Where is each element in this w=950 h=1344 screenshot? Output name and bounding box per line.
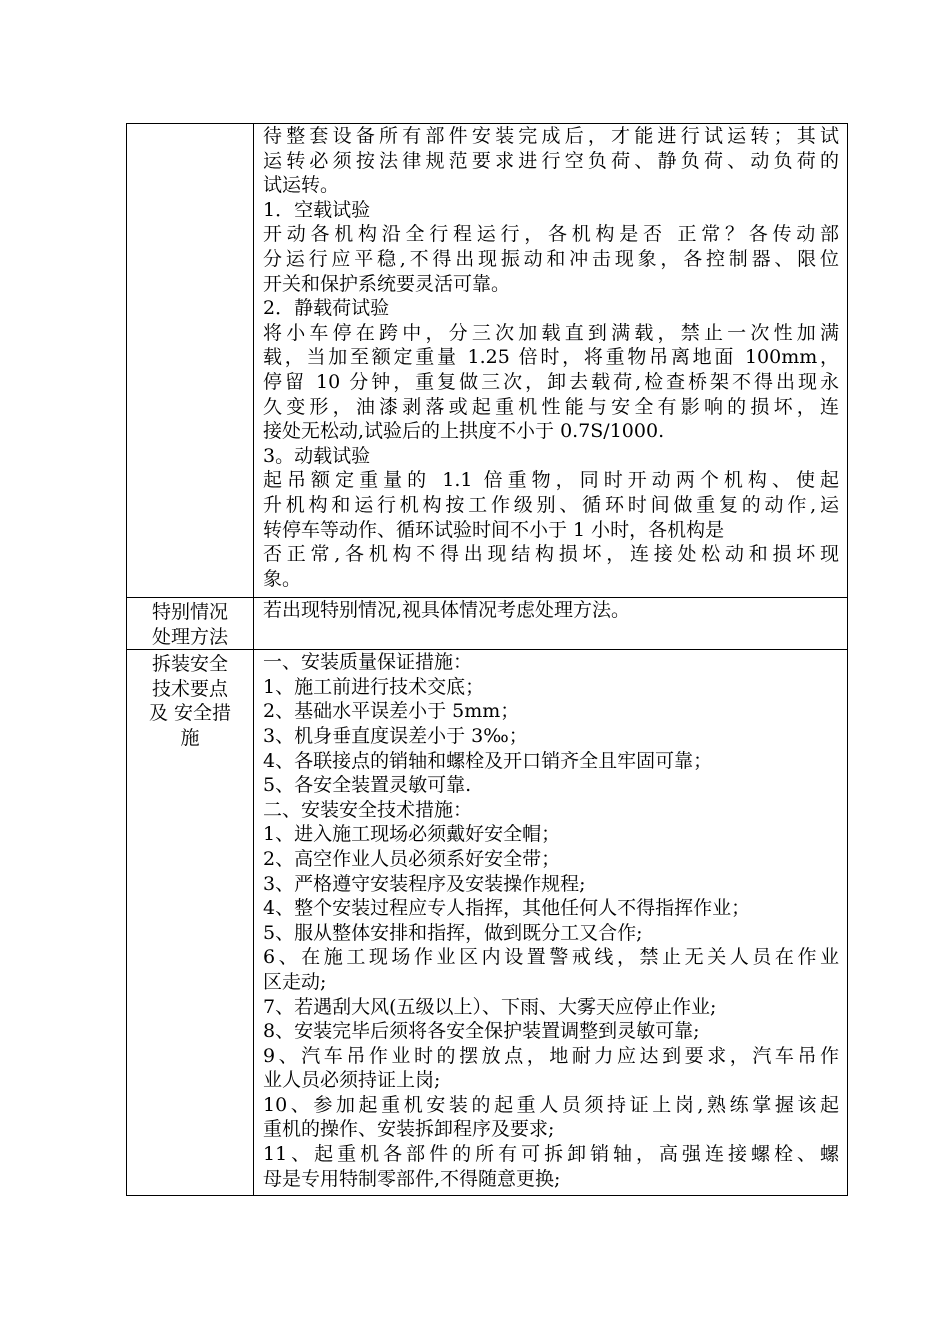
text-line: 重机的操作、安装拆卸程序及要求; (263, 1118, 555, 1141)
text-line: 6、在施工现场作业区内设置警戒线，禁止无关人员在作业 (263, 946, 839, 969)
label-line: 特别情况 (151, 601, 228, 623)
text-line: 象。 (263, 567, 302, 590)
label-line: 施 (180, 726, 200, 749)
text-line: 将小车停在跨中，分三次加载直到满载，禁止一次性加满 (263, 321, 839, 344)
text-line: 4、整个安装过程应专人指挥，其他任何人不得指挥作业； (263, 897, 751, 920)
text-line: 起吊额定重量的 1.1 倍重物，同时开动两个机构、使起 (263, 469, 839, 492)
label-line: 及 安全措 (148, 702, 232, 725)
text-line: 9、汽车吊作业时的摆放点，地耐力应达到要求，汽车吊作 (263, 1044, 839, 1067)
text-line: 母是专用特制零部件,不得随意更换; (263, 1167, 561, 1190)
heading-line: 一、安装质量保证措施： (263, 651, 473, 674)
text-line: 4、各联接点的销轴和螺栓及开口销齐全且牢固可靠； (263, 749, 713, 772)
heading-line: 1．空载试验 (263, 198, 371, 221)
text-line: 否正常,各机构不得出现结构损坏，连接处松动和损坏现 (263, 543, 839, 566)
text-line: 接处无松动,试验后的上拱度不小于 0.7S/1000. (263, 420, 665, 443)
text-line: 10、参加起重机安装的起重人员须持证上岗,熟练掌握该起 (263, 1093, 839, 1116)
text-line: 业人员必须持证上岗; (263, 1069, 441, 1092)
text-line: 5、服从整体安排和指挥，做到既分工又合作; (263, 921, 643, 944)
table-row (127, 650, 848, 1196)
text-line: 1、施工前进行技术交底； (263, 675, 485, 698)
text-line: 开动各机构沿全行程运行，各机构是否 正常？各传动部 (263, 223, 839, 246)
text-line: 载，当加至额定重量 1.25 倍时，将重物吊离地面 100mm， (263, 346, 839, 369)
text-line: 分运行应平稳,不得出现振动和冲击现象，各控制器、限位 (263, 247, 839, 270)
label-line: 拆装安全 (151, 653, 228, 676)
special-case-content (254, 598, 848, 650)
text-line: 2、高空作业人员必须系好安全带； (263, 847, 561, 870)
safety-measures-content (254, 650, 848, 1196)
row-label-empty (127, 124, 254, 598)
heading-line: 二、安装安全技术措施： (263, 798, 473, 821)
test-run-content (254, 124, 848, 598)
text-line: 11、起重机各部件的所有可拆卸销轴，高强连接螺栓、螺 (263, 1143, 839, 1166)
text-line: 开关和保护系统要灵活可靠。 (263, 272, 511, 295)
label-line: 技术要点 (151, 677, 228, 700)
label-line: 处理方法 (151, 625, 228, 648)
text-line: 待整套设备所有部件安装完成后，才能进行试运转；其试 (263, 125, 839, 147)
safety-measures-label (127, 650, 254, 1196)
text-line: 运转必须按法律规范要求进行空负荷、静负荷、动负荷的 (263, 149, 839, 172)
text-line: 8、安装完毕后须将各安全保护装置调整到灵敏可靠; (263, 1020, 700, 1043)
table-row (127, 124, 848, 598)
text-line: 2、基础水平误差小于 5mm； (263, 700, 520, 723)
text-line: 3、严格遵守安装程序及安装操作规程; (263, 872, 586, 895)
text-line: 升机构和运行机构按工作级别、循环时间做重复的动作,运 (263, 493, 839, 516)
text-line: 若出现特别情况,视具体情况考虑处理方法。 (263, 599, 631, 621)
text-line: 久变形，油漆剥落或起重机性能与安全有影响的损坏，连 (263, 395, 839, 418)
text-line: 5、各安全装置灵敏可靠. (263, 774, 472, 797)
text-line: 1、进入施工现场必须戴好安全帽； (263, 823, 561, 846)
text-line: 停留 10 分钟，重复做三次，卸去载荷,检查桥架不得出现永 (263, 370, 839, 393)
heading-line: 3。动载试验 (263, 444, 371, 467)
table-row (127, 598, 848, 650)
heading-line: 2．静载荷试验 (263, 297, 390, 320)
special-case-label (127, 598, 254, 650)
text-line: 区走动; (263, 970, 327, 993)
text-line: 转停车等动作、循环试验时间不小于 1 小时，各机构是 (263, 518, 725, 541)
text-line: 7、若遇刮大风(五级以上）、下雨、大雾天应停止作业; (263, 995, 717, 1018)
procedure-table (126, 123, 848, 1196)
text-line: 3、机身垂直度误差小于 3‰； (263, 724, 528, 747)
text-line: 试运转。 (263, 174, 340, 197)
